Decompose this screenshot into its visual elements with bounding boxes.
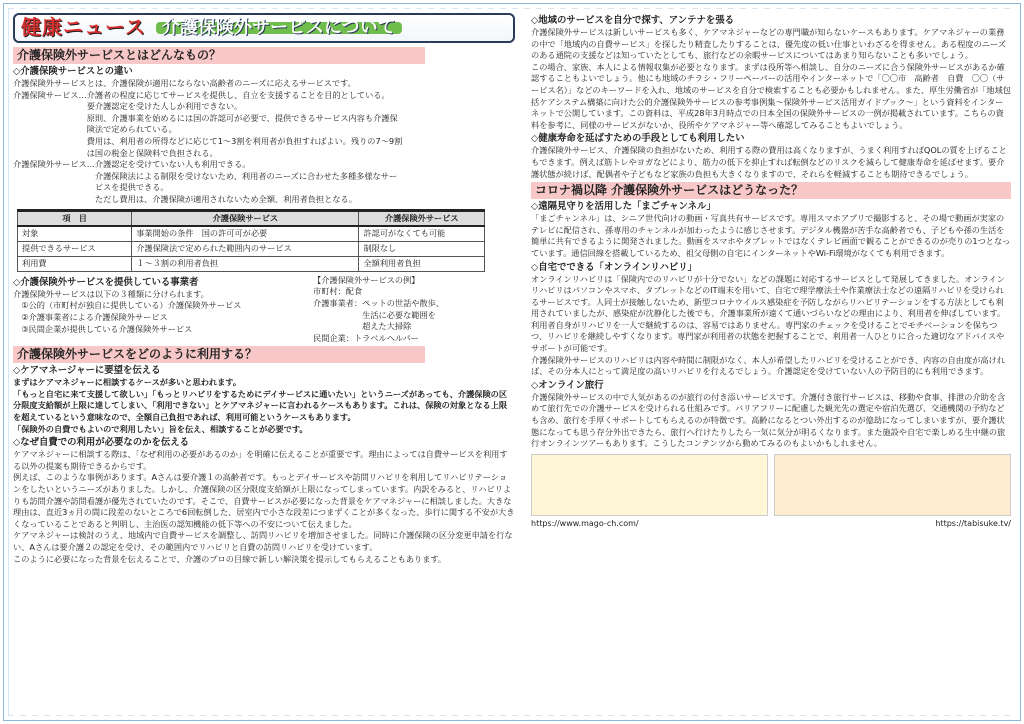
link-tabisuke[interactable]: https://tabisuke.tv/	[935, 518, 1011, 528]
table-cell: 許認可がなくても可能	[359, 226, 485, 241]
subheading: ◇介護保険外サービスを提供している事業者	[13, 276, 199, 288]
comparison-table	[17, 209, 485, 272]
subheading: ◇介護保険サービスとの違い	[13, 66, 133, 77]
body-text: 「まごチャンネル」は、シニア世代向けの動画・写真共有サービスです。専用スマホアプリで撮影すると、その場で動画が実家のテレビに配信され、孫専用のチャンネルが加わったように感じさせます。デジタル機器が苦手な高齢者でも、子どもや孫の生活を簡単に共有できるように開発されました。動画をスマホやタブレットではなくテレビ画面で観ることができるのが売りの1つとなっています。通信回線を搭載しているため、祖父母側の自宅にインターネットやWi-Fi環境がなくても利用できます。	[531, 213, 1011, 258]
subheading: ◇健康寿命を延ばすための手段としても利用したい	[531, 133, 745, 145]
subheading: ◇遠隔見守りを活用した「まごチャンネル」	[531, 201, 716, 213]
providers-block	[13, 275, 515, 345]
body-text: 介護保険外サービスは以下の３種類に分けられます。 ①公的（市町村が独自に提供している）介護保険外サービス ②介護事業者による介護保険外サービス ③民間企業が提供している介護保険外サービス	[13, 288, 242, 334]
table-row	[18, 226, 485, 241]
table-cell: 利用費	[18, 256, 132, 271]
body-text-bold: まずはケアマネジャーに相談するケースが多いと思われます。 「もっと自宅に来て支援して欲しい」「もっとリハビリをするためにデイサービスに通いたい」というニーズがあっても、介護保険の区分限度支給額が上限に達してしまい、「利用できない」とケアマネジャーに言われるケースもあります。これは、保険の対象となる上限を超えているという意味なので、全額自己負担であれば、利用可能というケースもあります。 「保険外の自費でもよいので利用したい」旨を伝え、相談することが必要です。	[13, 377, 508, 434]
tabisuke-image	[774, 454, 1011, 516]
table-row	[18, 256, 485, 271]
example-box: 【介護保険外サービスの例】 市町村：配食 介護事業者：ペットの世話や散歩、 生活に必要な範囲を 超えた大掃除 民間企業：トラベルヘルパー	[313, 274, 445, 343]
table-cell: １〜３割の利用者負担	[132, 256, 359, 271]
table-cell: 対象	[18, 226, 132, 241]
table-cell: 全額利用者負担	[359, 256, 485, 271]
body-text: 介護保険外サービス、介護保険の負担がないため、利用する際の費用は高くなりますが、うまく利用すればQOLの質を上げることもできます。例えば筋トレやヨガなどにより、筋力の低下を抑止すれば転倒などのリスクを減らして健康寿命を延ばせます。要介護状態が続けば、配偶者や子どもなど家族の負担も大きくなりますので、それらを軽減することも期待できるでしょう。	[531, 145, 1007, 179]
table-row	[18, 241, 485, 256]
body-text: 介護保険外サービスの中で人気があるのが旅行の付き添いサービスです。介護付き旅行サービスは、移動や食事、排泄の介助を含めて旅行先での介護サービスを受けられる仕組みです。バリアフリーに配慮した観光先の選定や宿泊先選び、交通機関の予約なども含め、旅行を手厚くサポートしてもらえるのが特徴です。高齢になるとつい外出するのが億劫になってしまいますが、要介護状態になっても思う存分外出できたら、旅行へ行けたりしたら一気に気分が明るくなります。また施設や自宅で楽しめる生中継の旅行オンラインツアーもあります。こうしたコンテンツから動めてみるのもよいかもしれません。	[531, 391, 1006, 449]
body-text: 介護保険外サービスとは、介護保険が適用にならない高齢者のニーズに応えるサービスです。 介護保険サービス…介護者の程度に応じてサービスを提供し、自立を支援することを目的としている。 要介護認定を受けた人しか利用できない。 原則、介護事業を始めるには国の許認可が必要で、提供できるサービス内容も介護保 険法で定められている。 費用は、利用者の所得などに応じて1〜3割を利用者が負担すればよい。残りの7〜9割 は国の税金と保険料で負担される。 介護保険外サービス…介護認定を受けていない人も利用できる。 介護保険法による制限を受けないため、利用者のニーズに合わせた多種多様なサー ビスを提供できる。 ただし費用は、介護保険が適用されないため全額、利用者負担となる。	[13, 78, 403, 204]
subheading: ◇地域のサービスを自分で探す、アンテナを張る	[531, 15, 734, 26]
body-text: オンラインリハビリは「保険内でのリハビリが十分でない」などの課題に対応するサービスとして発展してきました。オンラインリハビリはパソコンやスマホ、タブレットなどのIT端末を用いて、自宅で理学療法士や作業療法士などの遠隔リハビリを受けられるサービスです。人同士が接触しないため、新型コロナウイルス感染症を予防しながらリハビリテーションをする方法としても利用されていましたが、感染症が沈静化した後でも、介護事業所が遠くて通いづらいなどの理由により、利用者を伸ばしています。 利用者自身がリハビリを一人で継続するのは、容易ではありません。専門家のチェックを受けることでモチベーションを保ちつつ、リハビリを継続しやすくなります。専門家が利用者の状態を把握することで、利用者一人ひとりに合った適切なアドバイスやサポートが可能です。 介護保険外サービスのリハビリは内容や時間に制限がなく、本人が希望したリハビリを受けることができ、内容の自由度が高ければ、その分本人にとって満足度の高いリハビリを行えるでしょう。介護認定を受けていない人の予防目的にも利用できます。	[531, 273, 1006, 377]
table-cell: 制限なし	[359, 241, 485, 256]
subheading: ◇なぜ自費での利用が必要なのかを伝える	[13, 437, 189, 449]
right-column	[531, 13, 1011, 529]
table-cell: 介護保険法で定められた範囲内のサービス	[132, 241, 359, 256]
body-text: ケアマネジャーに相談する際は、「なぜ利用の必要があるのか」を明確に伝えることが重要です。理由によっては自費サービスを利用する以外の提案も期待できるからです。 例えば、このような事例があります。Aさんは要介護１の高齢者です。もっとデイサービスや訪問リハビリを利用してリハビリテーションをしたいというニーズがありました。しかし、介護保険の区分限度支給額が上限になってしまっています。内訳をみると、リハビリよりも訪問介護や訪問看護が優先されていたのです。そこで、自費サービスが必要になった背景をケアマネジャーに相談しました。大きな理由は、直近3ヵ月の間に段差のないところで6回転倒した、居室内で小さな段差につまずくことが多くなった、歩行に関する不安が大きくなっていることであると判明し、主治医の認知機能の低下等への不安について伝えました。 ケアマネジャーは検討のうえ、地域内で自費サービスを調整し、訪問リハビリを増加させました。同時に介護保険の区分変更申請を行ない、Aさんは要介護２の認定を受け、その範囲内でリハビリと自費の訪問リハビリを受けています。 このように必要になった背景を伝えることで、介護のプロの目線で新しい解決策を提示してもらえることもあります。	[13, 449, 515, 564]
table-cell: 提供できるサービス	[18, 241, 132, 256]
table-header: 介護保険外サービス	[359, 210, 485, 226]
header-banner	[13, 13, 515, 43]
page	[9, 9, 1015, 715]
table-cell: 事業開始の条件 国の許可可が必要	[132, 226, 359, 241]
body-text: 介護保険外サービスは新しいサービスも多く、ケアマネジャーなどの専門職が知らないケースもあります。ケアマネジャーの業務の中で「地域内の自費サービス」を探したり精査したりすることは、優先度の低い仕事といわざるを得ません。ある程度のニーズのある通院の支援などは知っていたとしても、旅行などの余暇サービスについてはあまり知らないことも多いでしょう。 この場合、家族、本人による情報収集が必要となります。まずは役所等へ相談し、自分のニーズに合う保険外サービスがあるか確認することもよいでしょう。他にも地域のチラシ・フリーペーパーの活用やインターネットで「〇〇市 高齢者 自費 〇〇（サービス名）」などのキーワードを入れ、地域のサービスを自分で検索することも必要かもしれません。また、厚生労働省が「地域包括ケアシステム構築に向けた公的介護保険外サービスの参考事例集〜保険外サービス活用ガイドブック〜」という資料をインターネットで公開しています。この資料は、平成28年3月時点での日本全国の保険外サービスの一例が掲載されています。こちらの資料を参考に、同様のサービスがないか、役所やケアマネジャー等へ確認してみることもよいでしょう。	[531, 27, 1011, 130]
link-mago[interactable]: https://www.mago-ch.com/	[531, 518, 639, 528]
subheading: ◇ケアマネージャーに要望を伝える	[13, 365, 161, 377]
left-column	[13, 13, 515, 565]
table-header: 介護保険サービス	[132, 210, 359, 226]
subheading: ◇オンライン旅行	[531, 379, 604, 391]
section-title: コロナ禍以降 介護保険外サービスはどうなった？	[531, 182, 1011, 199]
subheading: ◇自宅でできる「オンラインリハビリ」	[531, 261, 698, 273]
image-strip	[531, 454, 1011, 516]
section-title: 介護保険外サービスをどのように利用する？	[13, 346, 425, 363]
header-title: 健康ニュース	[21, 15, 146, 40]
mago-channel-image	[531, 454, 768, 516]
url-row	[531, 518, 1011, 530]
header-subtitle: 介護保険外サービスについて	[156, 22, 402, 34]
section-title: 介護保険外サービスとはどんなもの？	[13, 47, 425, 64]
table-header: 項 目	[18, 210, 132, 226]
